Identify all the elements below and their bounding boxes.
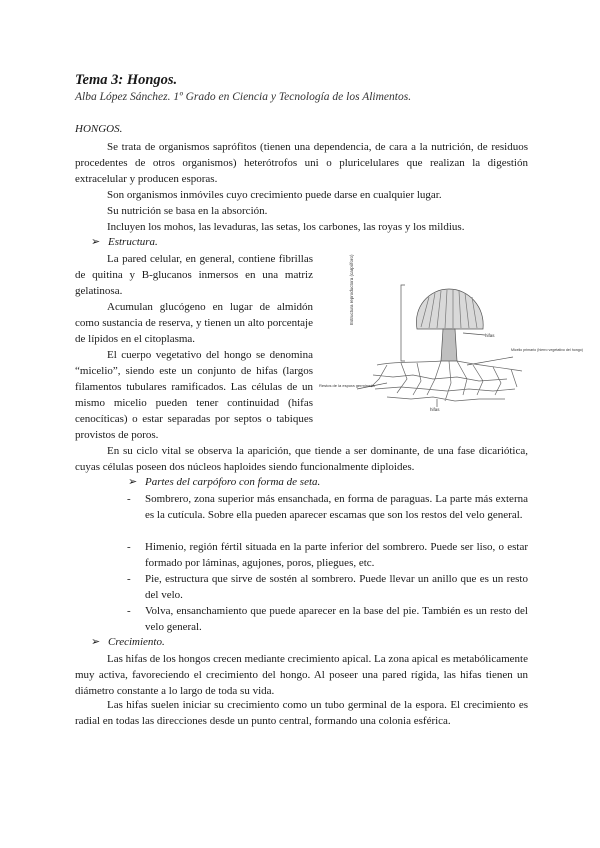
estructura-paragraph-3: El cuerpo vegetativo del hongo se denomina “micelio”, siendo este un conjunto de hifas (largos filamentos tubulares ramificados. Las células de un mismo micelio pueden tener continuidad (hifas cenocíticas) o estar separadas por septos o tabiques provistos de poros. [75,349,313,441]
estructura-paragraph-4: En su ciclo vital se observa la aparición, que tiende a ser dominante, de una fase dicariótica, cuyas células poseen dos núcleos haploides siendo funcionalmente diploides. [75,445,528,473]
intro-paragraph-2: Son organismos inmóviles cuyo crecimiento puede darse en cualquier lugar. [107,189,442,201]
carpoforo-label: Estructura reproductora (carpóforo) [349,254,354,325]
intro-paragraph-3: Su nutrición se basa en la absorción. [107,205,268,217]
stem-outline [441,329,457,361]
list-item [127,491,528,523]
crecimiento-paragraph-2: Las hifas suelen iniciar su crecimiento como un tubo germinal de la espora. El crecimiento es radial en todas las direcciones desde un punto central, formando una colonia esférica. [75,699,528,727]
list-item-text: Pie, estructura que sirve de sostén al sombrero. Puede llevar un anillo que es un resto del velo. [145,573,528,601]
estructura-paragraph-2: Acumulan glucógeno en lugar de almidón como sustancia de reserva, y tienen un alto porcentaje de lípidos en el citoplasma. [75,301,313,345]
mycelium-network [371,361,522,401]
estructura-paragraph-1: La pared celular, en general, contiene fibrillas de quitina y B-glucanos inmersos en una matriz gelatinosa. [75,253,313,297]
author-line: Alba López Sánchez. 1º Grado en Ciencia y Tecnología de los Alimentos. [75,91,412,103]
crecimiento-paragraph-1: Las hifas de los hongos crecen mediante crecimiento apical. La zona apical es metabólicamente muy activa, favoreciendo el crecimiento del hongo. Al poseer una pared rígida, las hifas tienen un diámetro constante a lo largo de toda su vida. [75,653,528,697]
cap-outline [416,289,483,329]
estructura-heading-label: Estructura. [108,236,158,248]
mushroom-diagram [317,254,583,413]
hifas-bottom-label: hifas [430,407,440,412]
intro-paragraph-1: Se trata de organismos saprófitos (tienen una dependencia, de cara a la nutrición, de residuos procedentes de otros organismos) heterótrofos uni o pluricelulares que realizan la digestión extracelular y producen esporas. [75,141,528,185]
arrow-bullet-icon: ➢ [91,636,101,648]
dash-bullet: - [127,541,131,553]
micelio-label: Micelio primario (hierro vegetativo del hongo) [511,348,583,352]
list-item-text: Himenio, región fértil situada en la parte inferior del sombrero. Puede ser liso, o estar formado por láminas, agujones, poros, pliegues, etc. [145,541,528,569]
crecimiento-heading-label: Crecimiento. [108,636,165,648]
dash-bullet: - [127,605,131,617]
list-item [127,571,528,603]
intro-paragraph-4: Incluyen los mohos, las levaduras, las setas, los carbones, las royas y los mildius. [107,221,465,233]
arrow-bullet-icon: ➢ [128,476,138,488]
page-title: Tema 3: Hongos. [75,72,178,88]
mushroom-illustration [317,254,583,413]
dash-bullet: - [127,493,131,505]
dash-bullet: - [127,573,131,585]
list-item-text: Volva, ensanchamiento que puede aparecer en la base del pie. También es un resto del velo general. [145,605,528,633]
carpoforo-heading [128,475,320,488]
restos-espora-label: Restos de la espora germinada [319,383,375,388]
list-item [127,603,528,635]
list-item-text: Sombrero, zona superior más ensanchada, en forma de paraguas. La parte más externa es la cutícula. Sobre ella pueden aparecer escamas que son los restos del velo general. [145,493,528,521]
hifas-label: hifas [485,333,495,338]
crecimiento-heading [91,635,165,648]
list-item [127,539,528,571]
arrow-bullet-icon: ➢ [91,236,101,248]
estructura-heading [91,235,158,248]
carpoforo-heading-label: Partes del carpóforo con forma de seta. [145,476,321,488]
section-heading: HONGOS. [75,123,123,135]
